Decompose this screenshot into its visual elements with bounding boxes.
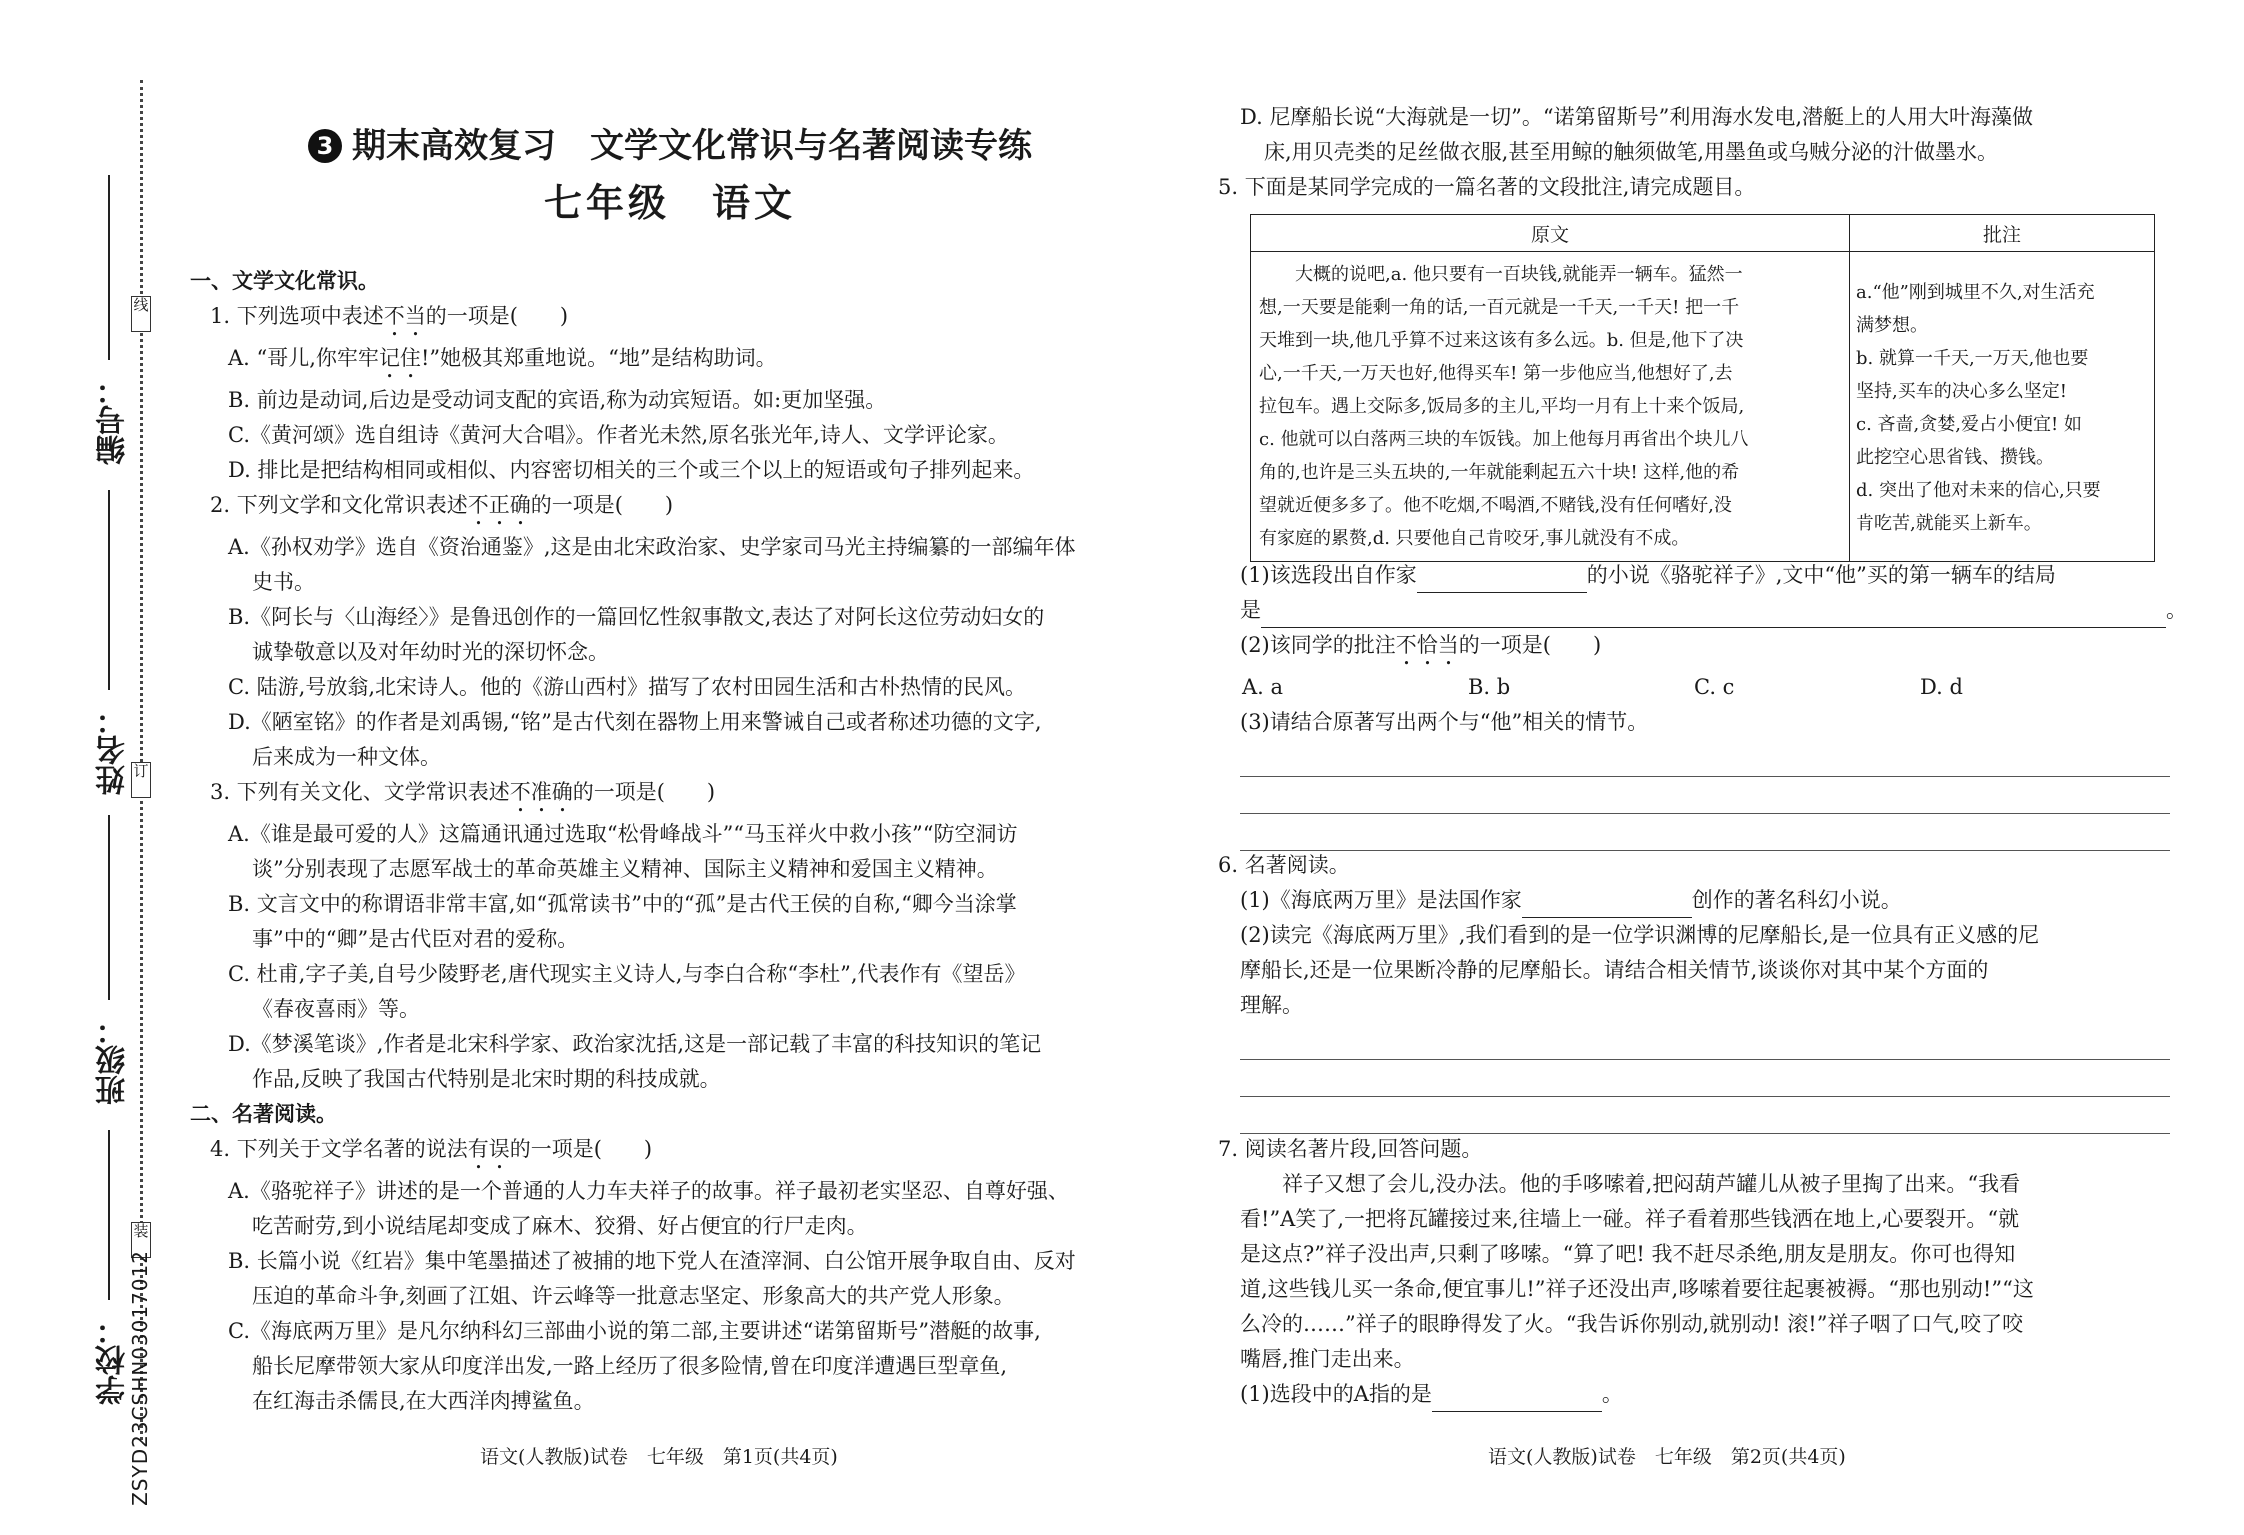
option-3c-cont: 《春夜喜雨》等。 bbox=[252, 997, 420, 1021]
table-header-original: 原文 bbox=[1251, 215, 1850, 252]
option-2a[interactable]: A.《孙权劝学》选自《资治通鉴》,这是由北宋政治家、史学家司马光主持编纂的一部编年体 bbox=[228, 535, 1076, 559]
q5-part1: (1)该选段出自作家 的小说《骆驼祥子》,文中“他”买的第一辆车的结局 bbox=[1240, 558, 2200, 593]
note-line: 肯吃苦,就能买上新车。 bbox=[1856, 513, 2042, 534]
option-2b-cont: 诚挚敬意以及对年幼时光的深切怀念。 bbox=[252, 640, 609, 664]
option-4d[interactable]: D. 尼摩船长说“大海就是一切”。“诺第留斯号”利用海水发电,潜艇上的人用大叶海藻做 bbox=[1240, 105, 2034, 129]
passage-line: 道,这些钱儿买一条命,便宜事儿!”祥子还没出声,哆嗦着要往起裹被褥。“那也别动!”“这 bbox=[1240, 1277, 2034, 1301]
school-label: 学校： bbox=[96, 1315, 131, 1405]
option-4d-cont: 床,用贝壳类的足丝做衣服,甚至用鲸的触须做笔,用墨鱼或乌贼分泌的汁做墨水。 bbox=[1264, 140, 1999, 164]
option-4c-cont2: 在红海击杀儒艮,在大西洋肉搏鲨鱼。 bbox=[252, 1389, 595, 1413]
question-5-stem: 5. 下面是某同学完成的一篇名著的文段批注,请完成题目。 bbox=[1218, 175, 1756, 199]
option-4c[interactable]: C.《海底两万里》是凡尔纳科幻三部曲小说的第二部,主要讲述“诺第留斯号”潜艇的故事, bbox=[228, 1319, 1041, 1343]
q7-part1: (1)选段中的A指的是 。 bbox=[1218, 1377, 2218, 1412]
orig-line: c. 他就可以白落两三块的车饭钱。加上他每月再省出个块儿八 bbox=[1259, 429, 1749, 450]
option-1a[interactable]: A. “哥儿,你牢牢记住!”她极其郑重地说。“地”是结构助词。 bbox=[228, 346, 777, 370]
question-5-parts bbox=[1240, 558, 2200, 851]
option-4c-cont: 船长尼摩带领大家从印度洋出发,一路上经历了很多险情,曾在印度洋遭遇巨型章鱼, bbox=[252, 1354, 1008, 1378]
question-7 bbox=[1218, 1132, 2218, 1412]
class-label: 班级： bbox=[96, 1015, 131, 1105]
passage-line: 是这点?”祥子没出声,只剩了哆嗦。“算了吧! 我不赶尽杀绝,朋友是朋友。你可也得知 bbox=[1240, 1242, 2016, 1266]
option-1b[interactable]: B. 前边是动词,后边是受动词支配的宾语,称为动宾短语。如:更加坚强。 bbox=[228, 388, 887, 412]
binding-mark-ding: 订 bbox=[131, 762, 151, 798]
binding-margin bbox=[0, 0, 160, 1535]
orig-line: 心,一千天,一万天也好,他得买车! 第一步他应当,他想好了,去 bbox=[1259, 363, 1733, 384]
q5-part3: (3)请结合原著写出两个与“他”相关的情节。 bbox=[1240, 710, 1649, 734]
choice-a[interactable]: A. a bbox=[1242, 675, 1284, 699]
q5-part2: (2)该同学的批注不恰当的一项是( ) bbox=[1240, 633, 1602, 657]
q6-part2-cont2: 理解。 bbox=[1240, 993, 1303, 1017]
choice-d[interactable]: D. d bbox=[1920, 675, 1963, 699]
name-label: 姓名： bbox=[96, 705, 131, 795]
answer-area-q5[interactable] bbox=[1240, 740, 2170, 851]
passage-line: 么冷的……”祥子的眼睁得发了火。“我告诉你别动,就别动! 滚!”祥子咽了口气,咬了咬 bbox=[1240, 1312, 2024, 1336]
q6-stem: 6. 名著阅读。 bbox=[1218, 853, 1350, 877]
question-4-continued bbox=[1218, 100, 2218, 205]
option-3c[interactable]: C. 杜甫,字子美,自号少陵野老,唐代现实主义诗人,与李白合称“李杜”,代表作有《望岳》 bbox=[228, 962, 1026, 986]
passage-line: 祥子又想了会儿,没办法。他的手哆嗦着,把闷葫芦罐儿从被子里掏了出来。“我看 bbox=[1240, 1172, 2021, 1196]
paper-code: ZSYD23CSHN03017012 bbox=[128, 1250, 152, 1506]
table-header-notes: 批注 bbox=[1850, 215, 2155, 252]
option-2d[interactable]: D.《陋室铭》的作者是刘禹锡,“铭”是古代刻在器物上用来警诫自己或者称述功德的文字, bbox=[228, 710, 1042, 734]
option-3d[interactable]: D.《梦溪笔谈》,作者是北宋科学家、政治家沈括,这是一部记载了丰富的科技知识的笔记 bbox=[228, 1032, 1042, 1056]
note-line: a.“他”刚到城里不久,对生活充 bbox=[1856, 282, 2095, 303]
number-badge: 3 bbox=[308, 129, 342, 163]
q5-part1-cont: 是 。 bbox=[1240, 593, 2200, 628]
option-2b[interactable]: B.《阿长与〈山海经〉》是鲁迅创作的一篇回忆性叙事散文,表达了对阿长这位劳动妇女的 bbox=[228, 605, 1045, 629]
author-blank[interactable] bbox=[1417, 568, 1587, 593]
binding-mark-xian: 线 bbox=[131, 296, 151, 332]
choice-b[interactable]: B. b bbox=[1468, 675, 1511, 699]
orig-line: 想,一天要是能剩一角的话,一百元就是一千天,一千天! 把一千 bbox=[1259, 297, 1740, 318]
q7-stem: 7. 阅读名著片段,回答问题。 bbox=[1218, 1137, 1483, 1161]
number-field[interactable] bbox=[108, 175, 110, 360]
q6-part2: (2)读完《海底两万里》,我们看到的是一位学识渊博的尼摩船长,是一位具有正义感的尼 bbox=[1240, 923, 2040, 947]
option-2a-cont: 史书。 bbox=[252, 570, 315, 594]
option-2c[interactable]: C. 陆游,号放翁,北宋诗人。他的《游山西村》描写了农村田园生活和古朴热情的民风。 bbox=[228, 675, 1027, 699]
section-1 bbox=[190, 264, 1150, 1419]
orig-line: 角的,也许是三头五块的,一年就能剩起五六十块! 这样,他的希 bbox=[1259, 462, 1740, 483]
note-line: d. 突出了他对未来的信心,只要 bbox=[1856, 480, 2101, 501]
option-1c[interactable]: C.《黄河颂》选自组诗《黄河大合唱》。作者光未然,原名张光年,诗人、文学评论家。 bbox=[228, 423, 1009, 447]
question-2-stem: 2. 下列文学和文化常识表述不正确的一项是( ) bbox=[210, 493, 674, 517]
orig-line: 有家庭的累赘,d. 只要他自己肯咬牙,事儿就没有不成。 bbox=[1259, 528, 1690, 549]
note-line: 坚持,买车的决心多么坚定! bbox=[1856, 381, 2067, 402]
footer-right: 语文(人教版)试卷 七年级 第2页(共4页) bbox=[1488, 1446, 1846, 1468]
q5-choices bbox=[1240, 670, 2200, 705]
binding-mark-zhuang: 装 bbox=[131, 1222, 151, 1258]
q6-part2-cont: 摩船长,还是一位果断冷静的尼摩船长。请结合相关情节,谈谈你对其中某个方面的 bbox=[1240, 958, 1989, 982]
ending-blank[interactable] bbox=[1261, 603, 2166, 628]
option-4a[interactable]: A.《骆驼祥子》讲述的是一个普通的人力车夫祥子的故事。祥子最初老实坚忍、自尊好强、 bbox=[228, 1179, 1069, 1203]
option-3b[interactable]: B. 文言文中的称谓语非常丰富,如“孤常读书”中的“孤”是古代王侯的自称,“卿今当涂掌 bbox=[228, 892, 1017, 916]
note-line: c. 吝啬,贪婪,爱占小便宜! 如 bbox=[1856, 414, 2082, 435]
page-title bbox=[190, 118, 1150, 167]
title-text: 期末高效复习 文学文化常识与名著阅读专练 bbox=[352, 126, 1032, 166]
choice-c[interactable]: C. c bbox=[1694, 675, 1735, 699]
option-3b-cont: 事”中的“卿”是古代臣对君的爱称。 bbox=[252, 927, 579, 951]
character-a-blank[interactable] bbox=[1432, 1387, 1602, 1412]
option-2d-cont: 后来成为一种文体。 bbox=[252, 745, 441, 769]
question-1-stem: 1. 下列选项中表述不当的一项是( ) bbox=[210, 304, 569, 328]
option-3a[interactable]: A.《谁是最可爱的人》这篇通讯通过选取“松骨峰战斗”“马玉祥火中救小孩”“防空洞访 bbox=[228, 822, 1018, 846]
number-label: 编号： bbox=[96, 375, 131, 465]
passage-line: 看!”A笑了,一把将瓦罐接过来,往墙上一碰。祥子看着那些钱洒在地上,心要裂开。“就 bbox=[1240, 1207, 2020, 1231]
orig-line: 望就近便多多了。他不吃烟,不喝酒,不赌钱,没有任何嗜好,没 bbox=[1259, 495, 1732, 516]
section-heading-2: 二、名著阅读。 bbox=[190, 1102, 337, 1126]
annotation-table bbox=[1250, 214, 2155, 562]
option-4a-cont: 吃苦耐劳,到小说结尾却变成了麻木、狡猾、好占便宜的行尸走肉。 bbox=[252, 1214, 868, 1238]
footer-left: 语文(人教版)试卷 七年级 第1页(共4页) bbox=[480, 1446, 838, 1468]
q6-part1: (1)《海底两万里》是法国作家 创作的著名科幻小说。 bbox=[1218, 883, 2218, 918]
orig-line: 拉包车。遇上交际多,饭局多的主儿,平均一月有上十来个饭局, bbox=[1259, 396, 1745, 417]
french-author-blank[interactable] bbox=[1522, 893, 1692, 918]
question-4-stem: 4. 下列关于文学名著的说法有误的一项是( ) bbox=[210, 1137, 653, 1161]
name-field[interactable] bbox=[108, 490, 110, 690]
option-3d-cont: 作品,反映了我国古代特别是北宋时期的科技成就。 bbox=[252, 1067, 721, 1091]
q7-passage bbox=[1218, 1167, 2218, 1377]
question-3-stem: 3. 下列有关文化、文学常识表述不准确的一项是( ) bbox=[210, 780, 716, 804]
note-line: 此挖空心思省钱、攒钱。 bbox=[1856, 447, 2054, 468]
answer-area-q6[interactable] bbox=[1240, 1023, 2170, 1134]
section-heading: 一、文学文化常识。 bbox=[190, 269, 379, 293]
option-3a-cont: 谈”分别表现了志愿军战士的革命英雄主义精神、国际主义精神和爱国主义精神。 bbox=[252, 857, 998, 881]
option-1d[interactable]: D. 排比是把结构相同或相似、内容密切相关的三个或三个以上的短语或句子排列起来。 bbox=[228, 458, 1035, 482]
orig-line: 大概的说吧,a. 他只要有一百块钱,就能弄一辆车。猛然一 bbox=[1259, 264, 1743, 285]
note-line: b. 就算一千天,一万天,他也要 bbox=[1856, 348, 2089, 369]
orig-line: 天堆到一块,他几乎算不过来这该有多么远。b. 但是,他下了决 bbox=[1259, 330, 1744, 351]
school-field[interactable] bbox=[108, 1130, 110, 1300]
page-subtitle: 七年级 语文 bbox=[543, 181, 796, 225]
original-text-cell bbox=[1251, 252, 1850, 562]
note-line: 满梦想。 bbox=[1856, 315, 1928, 336]
notes-cell bbox=[1850, 252, 2155, 562]
option-4b-cont: 压迫的革命斗争,刻画了江姐、许云峰等一批意志坚定、形象高大的共产党人形象。 bbox=[252, 1284, 1015, 1308]
option-4b[interactable]: B. 长篇小说《红岩》集中笔墨描述了被捕的地下党人在渣滓洞、白公馆开展争取自由、反对 bbox=[228, 1249, 1076, 1273]
class-field[interactable] bbox=[108, 815, 110, 1000]
passage-line: 嘴唇,推门走出来。 bbox=[1240, 1347, 1415, 1371]
question-6 bbox=[1218, 848, 2218, 1134]
